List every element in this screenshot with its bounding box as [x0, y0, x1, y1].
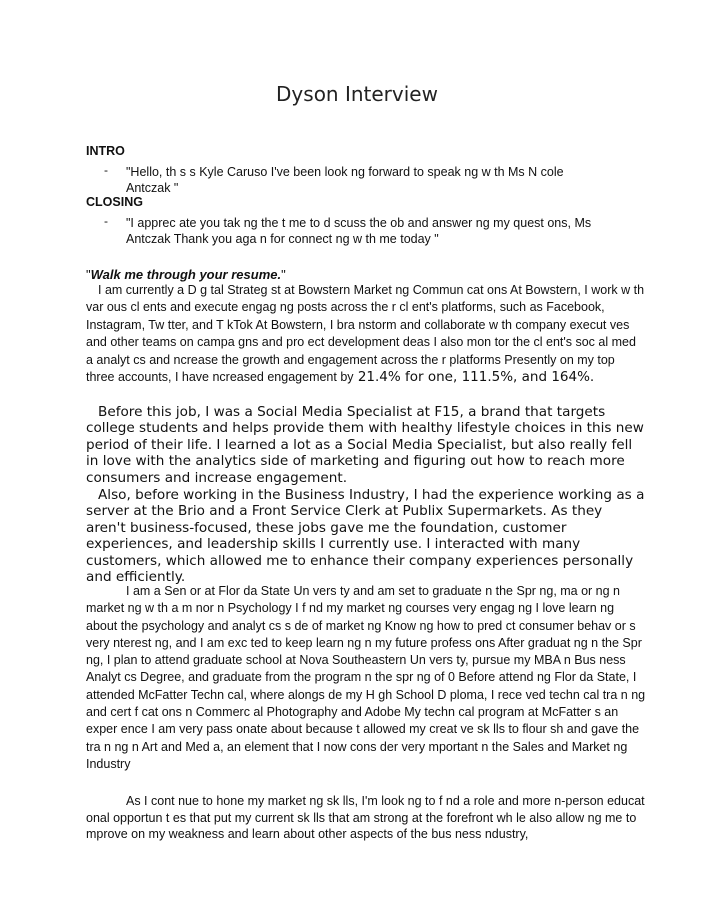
paragraph-service-experience: Also, before working in the Business Industry, I had the experience working as a server at the Brio and a Front Service Clerk at Publix Supermarkets. As they aren't business-focused, these jobs gave me the foundation, customer experiences, and leadership skills I currently use. I interacted with many customers, which allowed me to enhance their company experiences personally and efficiently. — [86, 487, 645, 586]
paragraph-education: I am a Sen or at Flor da State Un vers ty and am set to graduate n the Spr ng, ma or ng n market ng w th a m nor n Psychology I f nd my market ng courses very engag ng I love learn ng about the psychology and analyt cs s de of market ng Know ng how to pred ct consumer behav or s very nterest ng, and I am exc ted to keep learn ng n my future profess ons After graduat ng n the Spr ng, I plan to attend graduate school at Nova Southeastern Un vers ty, pursue my MBA n Bus ness Analyt cs Degree, and graduate from the program n the spr ng of 0 Before attend ng Flor da State, I attended McFatter Techn cal, where alongs de my H gh School D ploma, I rece ved techn cal tra n ng and cert f cat ons n Commerc al Photography and Adobe My techn cal program at McFatter s an exper ence I am very pass onate about because t allowed my creat ve sk lls to flour sh and gave the tra n ng n Art and Med a, an element that I now cons der very mportant n the Sales and Market ng Industry — [86, 584, 646, 771]
interview-question — [86, 267, 286, 282]
paragraph-previous-job: Before this job, I was a Social Media Specialist at F15, a brand that targets college students and helps provide them with healthy lifestyle choices in this new period of their life. I learned a lot as a Social Media Specialist, but also really fell in love with the analytics side of marketing and figuring out how to reach more consumers and increase engagement. — [86, 404, 644, 486]
question-close-quote: " — [281, 267, 286, 282]
document-title: Dyson Interview — [276, 82, 438, 106]
intro-bullet: - — [104, 163, 108, 177]
paragraph-current-role-main: I am currently a D g tal Strateg st at Bowstern Market ng Commun cat ons At Bowstern, I work w th var ous cl ents and execute engag ng posts across the r cl ent's platforms, such as Facebook, Instagram, Tw tter, and T kTok At Bowstern, I bra nstorm and collaborate w th company execut ves and other teams on campa gns and pro ect development deas I also mon tor the cl ent's soc al med a analyt cs and ncrease the growth and engagement across the r platforms Presently on my top three accounts, I have ncreased engagement by — [86, 283, 645, 385]
question-label: Walk me through your resume. — [90, 267, 282, 282]
paragraph-current-role — [86, 282, 646, 386]
paragraph-current-role-stats: 21.4% for one, 111.5%, and 164%. — [353, 369, 595, 386]
paragraph-goals: As I cont nue to hone my market ng sk lls, I'm look ng to f nd a role and more n-person educat onal opportun t es that put my current sk lls that am strong at the forefront wh le also allow ng me to mprove on my weakness and learn about other aspects of the bus ness ndustry, — [86, 794, 645, 841]
closing-heading: CLOSING — [86, 195, 143, 209]
intro-text: "Hello, th s s Kyle Caruso I've been look ng forward to speak ng w th Ms N cole Antczak " — [126, 165, 564, 195]
intro-heading: INTRO — [86, 144, 125, 158]
closing-bullet: - — [104, 214, 108, 228]
question-open-quote: " — [86, 267, 91, 282]
closing-text: "I apprec ate you tak ng the t me to d scuss the ob and answer ng my quest ons, Ms Antczak Thank you aga n for connect ng w th me today " — [126, 216, 592, 246]
